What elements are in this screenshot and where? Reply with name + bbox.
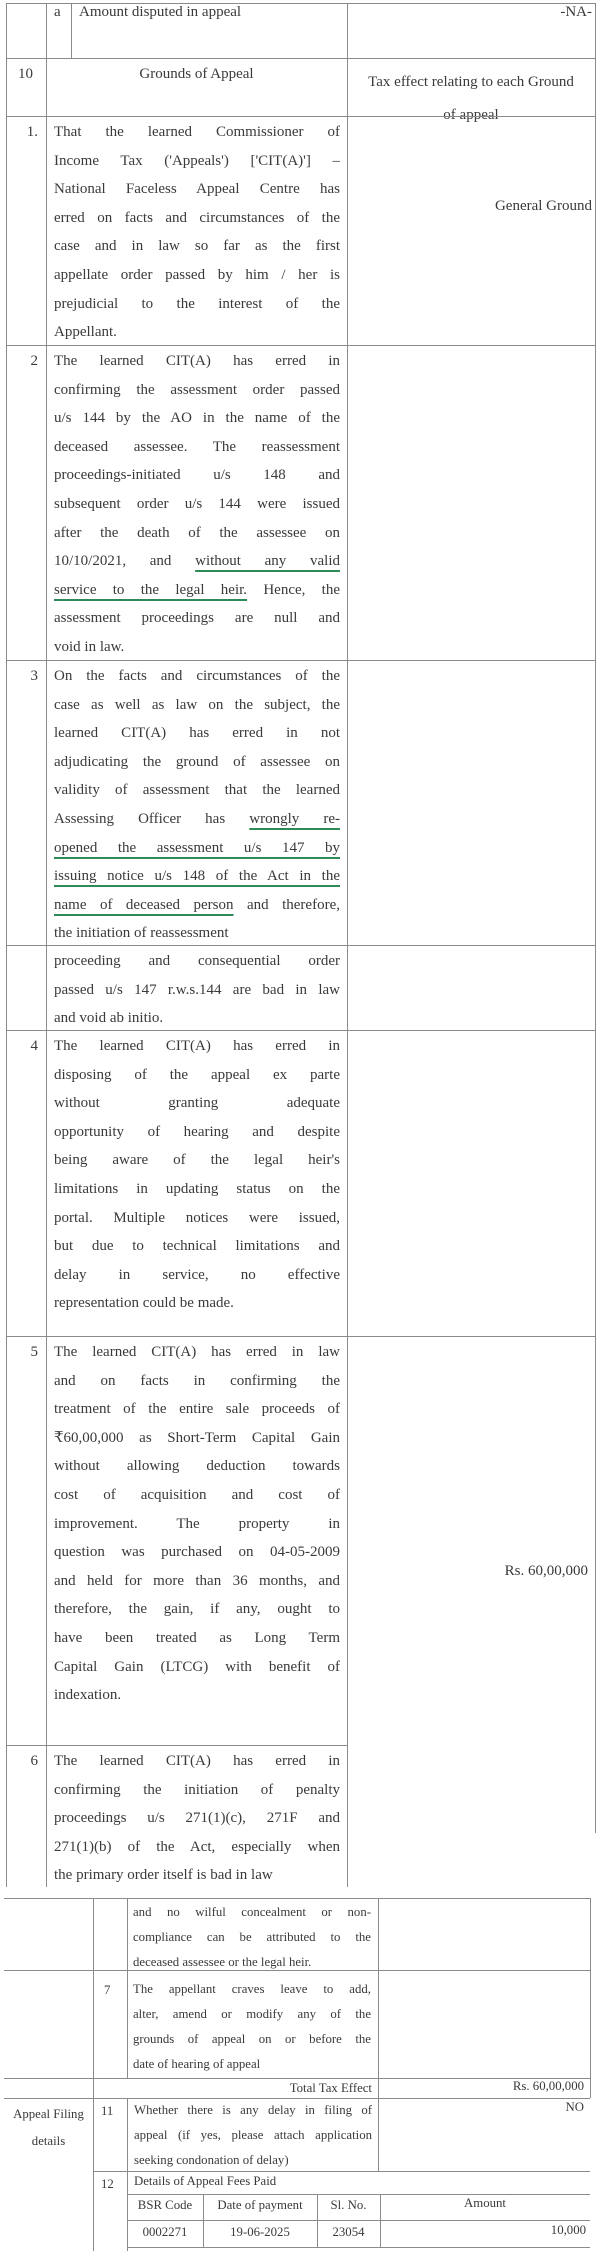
row-letter: a (54, 4, 61, 20)
rule (6, 660, 595, 661)
text-line: case and in law so far as the first (54, 238, 340, 255)
text-line: Appellant. (54, 324, 117, 341)
rule (127, 2247, 590, 2248)
text-line: question was purchased on 04-05-2009 (54, 1544, 340, 1561)
text-line: portal. Multiple notices were issued, (54, 1209, 340, 1226)
text-line: The appellant craves leave to add, (133, 1982, 371, 1996)
ground-5-tax-effect: Rs. 60,00,000 (504, 1563, 588, 1579)
page-break-rule (6, 945, 595, 946)
ground-6-continuation (133, 1900, 371, 1975)
text-line: Income Tax ('Appeals') ['CIT(A)'] – (54, 152, 340, 169)
fees-header-slno: Sl. No. (330, 2198, 367, 2212)
ground-number: 3 (30, 668, 38, 684)
grounds-heading: Grounds of Appeal (139, 66, 254, 82)
text-line: National Faceless Appeal Centre has (54, 181, 340, 198)
fees-payment-date: 19-06-2025 (230, 2225, 290, 2239)
amount-disputed-value: -NA- (560, 4, 592, 20)
rule (590, 1898, 591, 2098)
text-line: adjudicating the ground of assessee on (54, 753, 340, 770)
text-line: but due to technical limitations and (54, 1238, 340, 1255)
fees-header-bsr: BSR Code (137, 2198, 193, 2212)
fees-sl-no: 23054 (332, 2225, 365, 2239)
text-line: alter, amend or modify any of the (133, 2007, 371, 2021)
text-line: seeking condonation of delay) (134, 2153, 289, 2167)
rule (6, 1336, 595, 1337)
rule (595, 3, 596, 1833)
text-line: case as well as law on the subject, the (54, 696, 340, 713)
ground-7-text (133, 1977, 371, 2077)
text-line (54, 834, 340, 863)
text-line: deceased assessee. The reassessment (54, 438, 340, 455)
text-line: prejudicial to the interest of the (54, 295, 340, 312)
text-line: indexation. (54, 1687, 122, 1704)
total-tax-effect-value: Rs. 60,00,000 (512, 2079, 584, 2093)
section-label-line: details (31, 2134, 66, 2148)
rule (378, 1898, 379, 2172)
underlined-text: issuing notice u/s 148 of the Act in the (54, 868, 340, 885)
ground-number: 1. (26, 124, 38, 140)
text-line: after the death of the assessee on (54, 524, 340, 541)
rule (127, 2220, 590, 2221)
rule (6, 345, 595, 346)
fees-header-amount: Amount (464, 2196, 506, 2210)
text-line: The learned CIT(A) has erred in law (54, 1344, 340, 1360)
ground-number: 6 (30, 1753, 38, 1769)
text-segment: Hence, the (247, 581, 340, 598)
amount-disputed-label: Amount disputed in appeal (79, 4, 242, 20)
text-line: being aware of the legal heir's (54, 1152, 340, 1169)
underlined-text: wrongly re- (249, 810, 340, 827)
text-line: appellate order passed by him / her is (54, 266, 340, 283)
underlined-text: without any valid (195, 553, 340, 570)
text-line: opportunity of hearing and despite (54, 1123, 340, 1140)
text-line: the primary order itself is bad in law (54, 1867, 273, 1884)
text-line: treatment of the entire sale proceeds of (54, 1401, 340, 1418)
ground-5-text (54, 1338, 340, 1710)
delay-number: 11 (101, 2104, 114, 2118)
text-line: subsequent order u/s 144 were issued (54, 495, 340, 512)
fees-amount: 10,000 (550, 2223, 586, 2237)
rule (4, 1898, 590, 1899)
text-line: Capital Gain (LTCG) with benefit of (54, 1658, 340, 1675)
text-line: confirming the assessment order passed (54, 381, 340, 398)
rule (127, 2194, 590, 2195)
rule (93, 1898, 94, 2251)
text-line: grounds of appeal on or before the (133, 2032, 371, 2046)
ground-3-text (54, 662, 340, 948)
ground-6-text (54, 1747, 340, 1890)
text-line: passed u/s 147 r.w.s.144 are bad in law (54, 981, 340, 998)
text-line (54, 805, 340, 834)
text-line: assessment proceedings are null and (54, 610, 340, 627)
text-line: The learned CIT(A) has erred in (54, 1038, 340, 1054)
text-line: therefore, the gain, if any, ought to (54, 1601, 340, 1618)
delay-question (134, 2098, 372, 2173)
text-line (54, 862, 340, 891)
text-line (54, 576, 340, 605)
fees-label: Details of Appeal Fees Paid (134, 2174, 277, 2188)
total-tax-effect-label: Total Tax Effect (289, 2081, 372, 2095)
ground-3-continuation (54, 947, 340, 1033)
text-line: delay in service, no effective (54, 1266, 340, 1283)
ground-number: 4 (30, 1038, 38, 1054)
text-line: proceeding and consequential order (54, 953, 340, 969)
text-segment: Assessing Officer has (54, 810, 250, 827)
text-line: On the facts and circumstances of the (54, 668, 340, 684)
text-line: without granting adequate (54, 1095, 340, 1112)
rule (127, 1898, 128, 2078)
underlined-text: service to the legal heir. (54, 581, 248, 598)
fees-header-date: Date of payment (217, 2198, 303, 2212)
tax-effect-heading-line: of appeal (443, 107, 499, 123)
text-line: and held for more than 36 months, and (54, 1572, 340, 1589)
ground-number: 5 (30, 1344, 38, 1360)
text-line: proceedings-initiated u/s 148 and (54, 467, 340, 484)
text-line: have been treated as Long Term (54, 1629, 340, 1646)
text-line: The learned CIT(A) has erred in (54, 353, 340, 369)
text-line: and no wilful concealment or non- (133, 1905, 371, 1919)
text-line: learned CIT(A) has erred in not (54, 725, 340, 742)
text-line: date of hearing of appeal (133, 2057, 261, 2071)
text-line: ₹60,00,000 as Short-Term Capital Gain (54, 1429, 340, 1446)
text-line: the initiation of reassessment (54, 925, 229, 942)
rule (6, 1745, 347, 1746)
text-line: appeal (if yes, please attach application (134, 2128, 372, 2142)
text-line: and on facts in confirming the (54, 1372, 340, 1389)
fees-number: 12 (101, 2177, 114, 2191)
rule (6, 58, 596, 59)
text-line: confirming the initiation of penalty (54, 1781, 340, 1798)
text-segment: 10/10/2021, and (54, 553, 196, 570)
ground-number: 7 (104, 1983, 111, 1997)
text-line (54, 547, 340, 576)
rule (71, 3, 72, 58)
text-line: and void ab initio. (54, 1010, 164, 1027)
underlined-text: opened the assessment u/s 147 by (54, 839, 340, 856)
text-line: validity of assessment that the learned (54, 782, 340, 799)
rule (6, 116, 595, 117)
ground-1-text (54, 118, 340, 347)
text-line: The learned CIT(A) has erred in (54, 1753, 340, 1769)
text-line: 271(1)(b) of the Act, especially when (54, 1838, 340, 1855)
text-line: Whether there is any delay in filing of (134, 2103, 372, 2117)
ground-2-text (54, 347, 340, 662)
text-segment: and therefore, (233, 896, 340, 913)
delay-answer: NO (565, 2100, 584, 2114)
text-line: without allowing deduction towards (54, 1458, 340, 1475)
text-line: cost of acquisition and cost of (54, 1486, 340, 1503)
text-line: proceedings u/s 271(1)(c), 271F and (54, 1810, 340, 1827)
ground-1-tax-effect: General Ground (494, 198, 592, 214)
ground-number: 2 (30, 353, 38, 369)
text-line: disposing of the appeal ex parte (54, 1066, 340, 1083)
appeal-filing-details-label (4, 2101, 93, 2155)
text-line: improvement. The property in (54, 1515, 340, 1532)
text-line: representation could be made. (54, 1295, 234, 1312)
text-line: erred on facts and circumstances of the (54, 209, 340, 226)
section-number: 10 (18, 66, 33, 82)
text-line: void in law. (54, 638, 125, 655)
text-line (54, 891, 340, 920)
ground-4-text (54, 1032, 340, 1318)
text-line: limitations in updating status on the (54, 1180, 340, 1197)
text-line: compliance can be attributed to the (133, 1930, 371, 1944)
fees-bsr-code: 0002271 (142, 2225, 188, 2239)
section-label-line: Appeal Filing (13, 2107, 84, 2121)
tax-effect-heading-line: Tax effect relating to each Ground (368, 74, 574, 90)
text-line: deceased assessee or the legal heir. (133, 1955, 312, 1969)
underlined-text: name of deceased person (54, 896, 234, 913)
text-line: u/s 144 by the AO in the name of the (54, 410, 340, 427)
tax-effect-heading (347, 66, 595, 132)
text-line: That the learned Commissioner of (54, 124, 340, 140)
